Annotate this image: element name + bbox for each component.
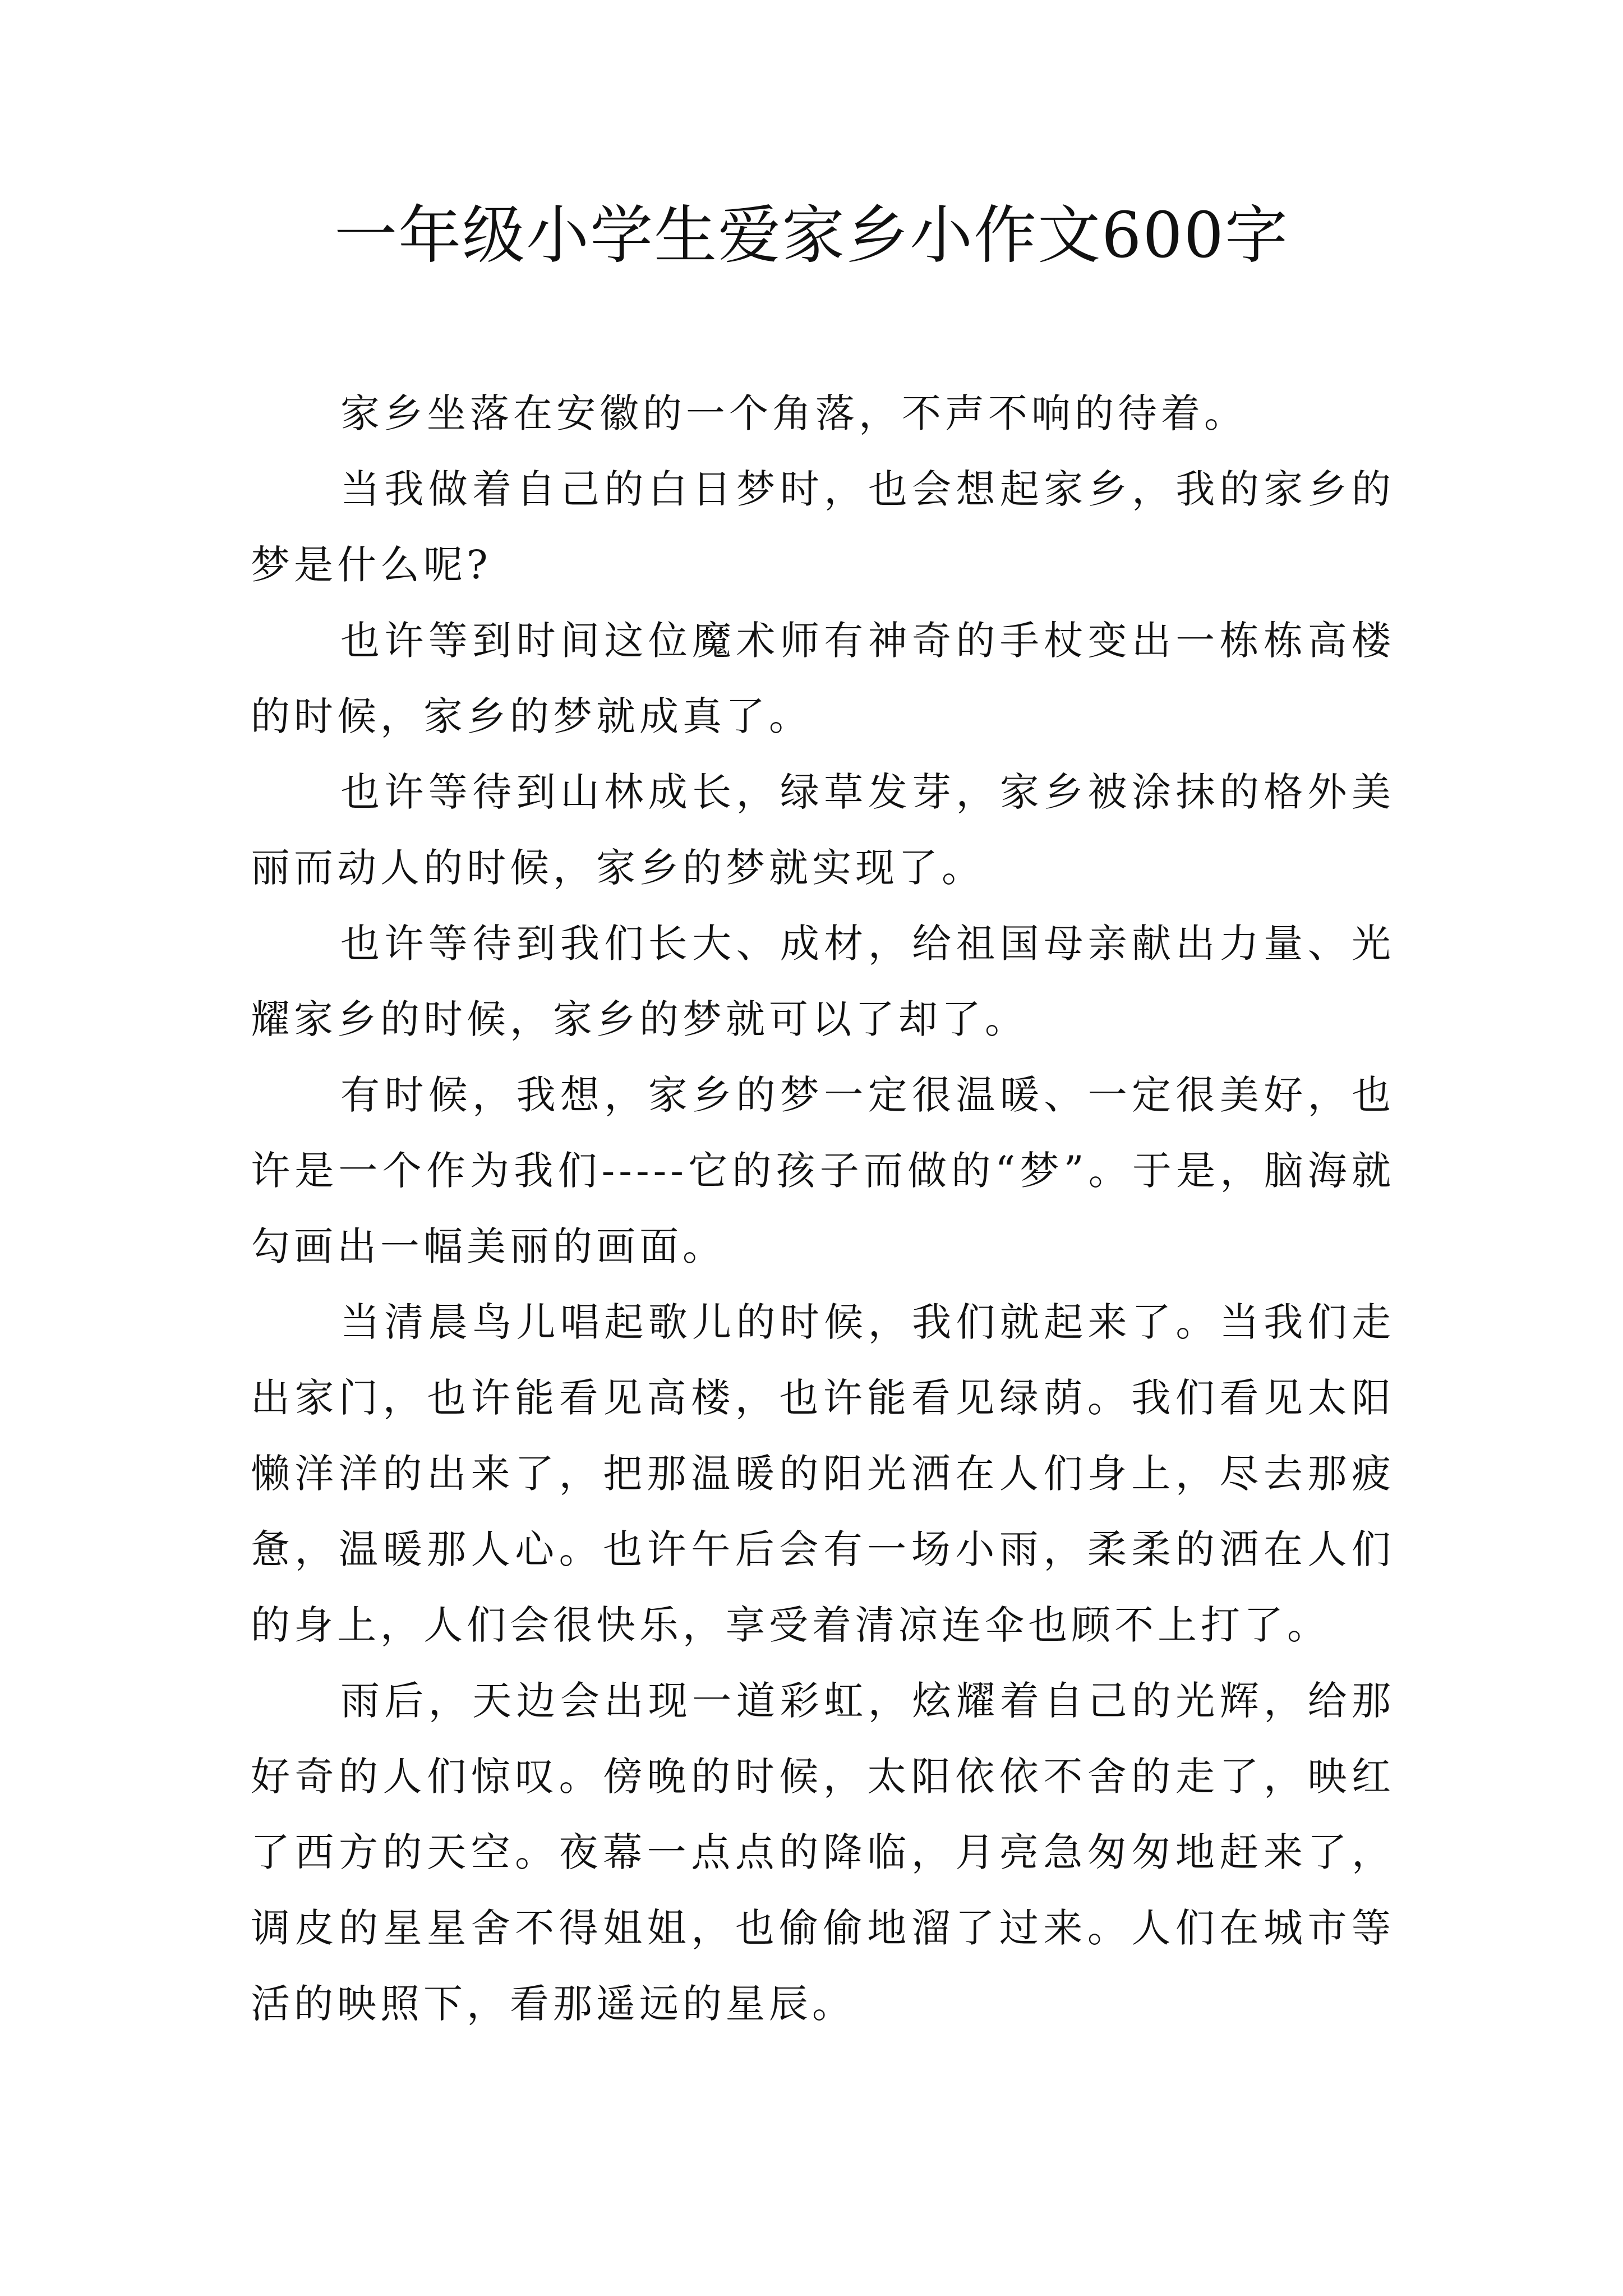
paragraph: 有时候，我想，家乡的梦一定很温暖、一定很美好，也许是一个作为我们-----它的孩子而做的“梦”。于是，脑海就勾画出一幅美丽的画面。: [251, 1072, 1395, 1269]
paragraph: 也许等待到我们长大、成材，给祖国母亲献出力量、光耀家乡的时候，家乡的梦就可以了却了。: [251, 921, 1395, 1042]
paragraph: 当清晨鸟儿唱起歌儿的时候，我们就起来了。当我们走出家门，也许能看见高楼，也许能看见绿荫。我们看见太阳懒洋洋的出来了，把那温暖的阳光洒在人们身上，尽去那疲惫，温暖那人心。也许午后会有一场小雨，柔柔的洒在人们的身上，人们会很快乐，享受着清凉连伞也顾不上打了。: [251, 1299, 1395, 1648]
document-body: [251, 376, 1395, 2042]
paragraph: 家乡坐落在安徽的一个角落，不声不响的待着。: [340, 390, 1247, 436]
paragraph: 当我做着自己的白日梦时，也会想起家乡，我的家乡的梦是什么呢?: [251, 466, 1395, 588]
document-title: 一年级小学生爱家乡小作文600字: [334, 199, 1289, 272]
paragraph: 也许等到时间这位魔术师有神奇的手杖变出一栋栋高楼的时候，家乡的梦就成真了。: [251, 618, 1395, 739]
paragraph: 雨后，天边会出现一道彩虹，炫耀着自己的光辉，给那好奇的人们惊叹。傍晚的时候，太阳依依不舍的走了，映红了西方的天空。夜幕一点点的降临，月亮急匆匆地赶来了，调皮的星星舍不得姐姐，也偷偷地溜了过来。人们在城市等活的映照下，看那遥远的星辰。: [251, 1678, 1395, 2027]
paragraph: 也许等待到山林成长，绿草发芽，家乡被涂抹的格外美丽而动人的时候，家乡的梦就实现了。: [251, 769, 1395, 891]
